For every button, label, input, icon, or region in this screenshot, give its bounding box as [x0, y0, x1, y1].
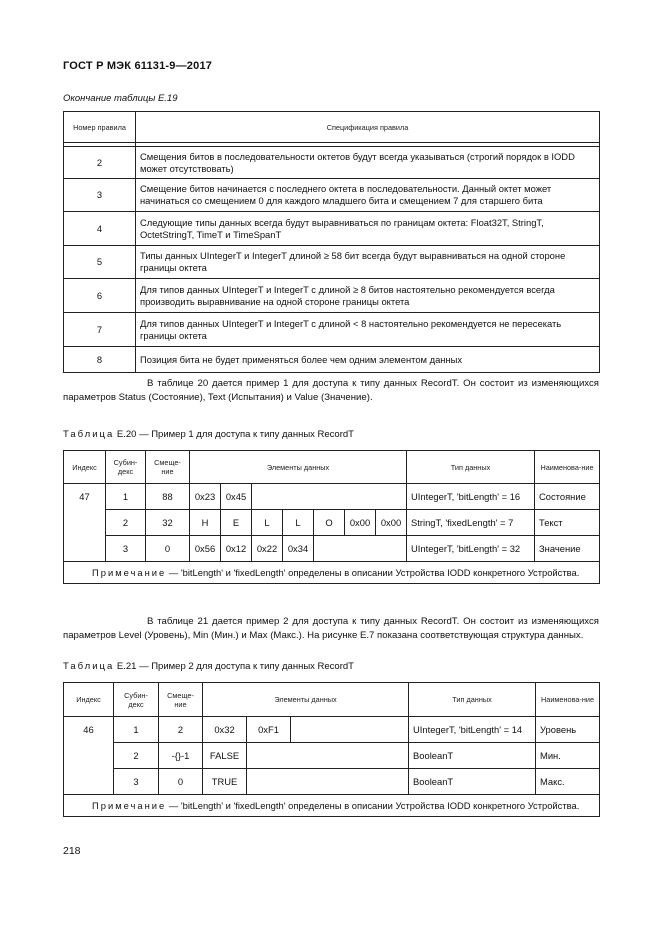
table-e20-caption — [63, 429, 354, 440]
element-cell: 0x23 — [190, 484, 221, 510]
name-cell: Состояние — [535, 484, 600, 510]
rule-text: Для типов данных UIntegerT и IntegerT с длиной < 8 настоятельно рекомендуется не пересекать границы октета — [136, 313, 600, 347]
subindex-cell: 1 — [114, 717, 159, 743]
note-text: — 'bitLength' и 'fixedLength' определены в описании Устройства IODD конкретного Устройства. — [166, 800, 580, 811]
caption-text: E.20 — Пример 1 для доступа к типу данных RecordT — [114, 429, 354, 440]
table-row — [64, 484, 600, 510]
rule-number: 4 — [64, 212, 136, 246]
element-cell: L — [283, 510, 314, 536]
table-row — [64, 179, 600, 212]
index-cell: 47 — [64, 484, 106, 562]
header-subindex: Субин-декс — [114, 683, 159, 717]
type-cell: BooleanT — [409, 743, 536, 769]
table-e21 — [63, 682, 600, 817]
table-e21-caption — [63, 661, 354, 672]
caption-prefix: Таблица — [63, 429, 115, 440]
type-cell: BooleanT — [409, 769, 536, 795]
table-row — [64, 743, 600, 769]
element-cell: 0x00 — [345, 510, 376, 536]
header-data-type: Тип данных — [409, 683, 536, 717]
name-cell: Текст — [535, 510, 600, 536]
element-cell: 0x56 — [190, 536, 221, 562]
subindex-cell: 2 — [114, 743, 159, 769]
name-cell: Значение — [535, 536, 600, 562]
table-row — [64, 769, 600, 795]
element-cell: 0x22 — [252, 536, 283, 562]
table-row — [64, 347, 600, 373]
table-row — [64, 147, 600, 179]
offset-cell: -{}-1 — [159, 743, 203, 769]
element-cell: 0x12 — [221, 536, 252, 562]
rule-number: 7 — [64, 313, 136, 347]
table-row — [64, 536, 600, 562]
element-cell: 0x45 — [221, 484, 252, 510]
offset-cell: 32 — [146, 510, 190, 536]
element-cell: 0x34 — [283, 536, 314, 562]
table-row — [64, 510, 600, 536]
offset-cell: 2 — [159, 717, 203, 743]
header-rule-number: Номер правила — [64, 112, 136, 143]
element-cell: 0x00 — [376, 510, 407, 536]
element-cell-empty — [314, 536, 407, 562]
table-row — [64, 279, 600, 313]
rule-number: 6 — [64, 279, 136, 313]
element-cell: E — [221, 510, 252, 536]
rule-text: Типы данных UIntegerT и IntegerT длиной ≥ 58 бит всегда будут выравниваться на одной стороне границы октета — [136, 246, 600, 279]
type-cell: UIntegerT, 'bitLength' = 16 — [407, 484, 535, 510]
rule-number: 5 — [64, 246, 136, 279]
offset-cell: 88 — [146, 484, 190, 510]
table-row — [64, 212, 600, 246]
table-note — [64, 562, 600, 584]
rule-text: Следующие типы данных всегда будут выравниваться по границам октета: Float32T, StringT, OctetStringT, TimeT и TimeSpanT — [136, 212, 600, 246]
element-cell: O — [314, 510, 345, 536]
table-row — [64, 246, 600, 279]
type-cell: StringT, 'fixedLength' = 7 — [407, 510, 535, 536]
element-cell: H — [190, 510, 221, 536]
header-name: Наименова-ние — [536, 683, 600, 717]
element-cell: TRUE — [203, 769, 247, 795]
caption-prefix: Таблица — [63, 661, 115, 672]
table-note — [64, 795, 600, 817]
type-cell: UIntegerT, 'bitLength' = 32 — [407, 536, 535, 562]
header-offset: Смеще-ние — [159, 683, 203, 717]
rule-number: 8 — [64, 347, 136, 373]
header-index: Индекс — [64, 683, 114, 717]
table-e20 — [63, 450, 600, 584]
table-continuation-caption: Окончание таблицы E.19 — [63, 93, 178, 104]
paragraph-table-21-intro: В таблице 21 дается пример 2 для доступа к типу данных RecordT. Он состоит из изменяющихся параметров Level (Уровень), Min (Мин.) и Max (Макс.). На рисунке E.7 показана соответствующая структура данных. — [63, 616, 599, 641]
paragraph-table-20-intro: В таблице 20 дается пример 1 для доступа к типу данных RecordT. Он состоит из изменяющихся параметров Status (Состояние), Text (Испытания) и Value (Значение). — [63, 378, 599, 403]
header-data-elements: Элементы данных — [203, 683, 409, 717]
caption-text: E.21 — Пример 2 для доступа к типу данных RecordT — [114, 661, 354, 672]
element-cell-empty — [247, 769, 409, 795]
rule-text: Для типов данных UIntegerT и IntegerT с длиной ≥ 8 битов настоятельно рекомендуется всегда производить выравнивание на одной стороне границы октета — [136, 279, 600, 313]
name-cell: Уровень — [536, 717, 600, 743]
header-name: Наименова-ние — [535, 451, 600, 484]
rule-number: 3 — [64, 179, 136, 212]
subindex-cell: 1 — [106, 484, 146, 510]
element-cell: 0xF1 — [247, 717, 291, 743]
subindex-cell: 3 — [106, 536, 146, 562]
rule-text: Позиция бита не будет применяться более чем одним элементом данных — [136, 347, 600, 373]
table-row — [64, 313, 600, 347]
header-index: Индекс — [64, 451, 106, 484]
rule-text: Смещения битов в последовательности октетов будут всегда указываться (строгий порядок в IODD может отсутствовать) — [136, 147, 600, 179]
offset-cell: 0 — [146, 536, 190, 562]
offset-cell: 0 — [159, 769, 203, 795]
subindex-cell: 3 — [114, 769, 159, 795]
note-label: Примечание — [92, 567, 167, 578]
type-cell: UIntegerT, 'bitLength' = 14 — [409, 717, 536, 743]
header-offset: Смеще-ние — [146, 451, 190, 484]
page-number: 218 — [63, 845, 81, 857]
document-header: ГОСТ Р МЭК 61131-9—2017 — [63, 60, 213, 72]
table-e19 — [63, 111, 600, 373]
name-cell: Мин. — [536, 743, 600, 769]
header-data-type: Тип данных — [407, 451, 535, 484]
note-label: Примечание — [92, 800, 167, 811]
table-row — [64, 717, 600, 743]
index-cell: 46 — [64, 717, 114, 795]
element-cell: FALSE — [203, 743, 247, 769]
subindex-cell: 2 — [106, 510, 146, 536]
element-cell: 0x32 — [203, 717, 247, 743]
element-cell-empty — [291, 717, 409, 743]
element-cell: L — [252, 510, 283, 536]
rule-text: Смещение битов начинается с последнего октета в последовательности. Данный октет может начинаться со смещением 0 для каждого младшего бита и смещением 7 для старшего бита — [136, 179, 600, 212]
name-cell: Макс. — [536, 769, 600, 795]
rule-number: 2 — [64, 147, 136, 179]
header-subindex: Субин-декс — [106, 451, 146, 484]
header-data-elements: Элементы данных — [190, 451, 407, 484]
element-cell-empty — [247, 743, 409, 769]
header-rule-spec: Спецификация правила — [136, 112, 600, 143]
note-text: — 'bitLength' и 'fixedLength' определены в описании Устройства IODD конкретного Устройства. — [166, 567, 580, 578]
element-cell-empty — [252, 484, 407, 510]
